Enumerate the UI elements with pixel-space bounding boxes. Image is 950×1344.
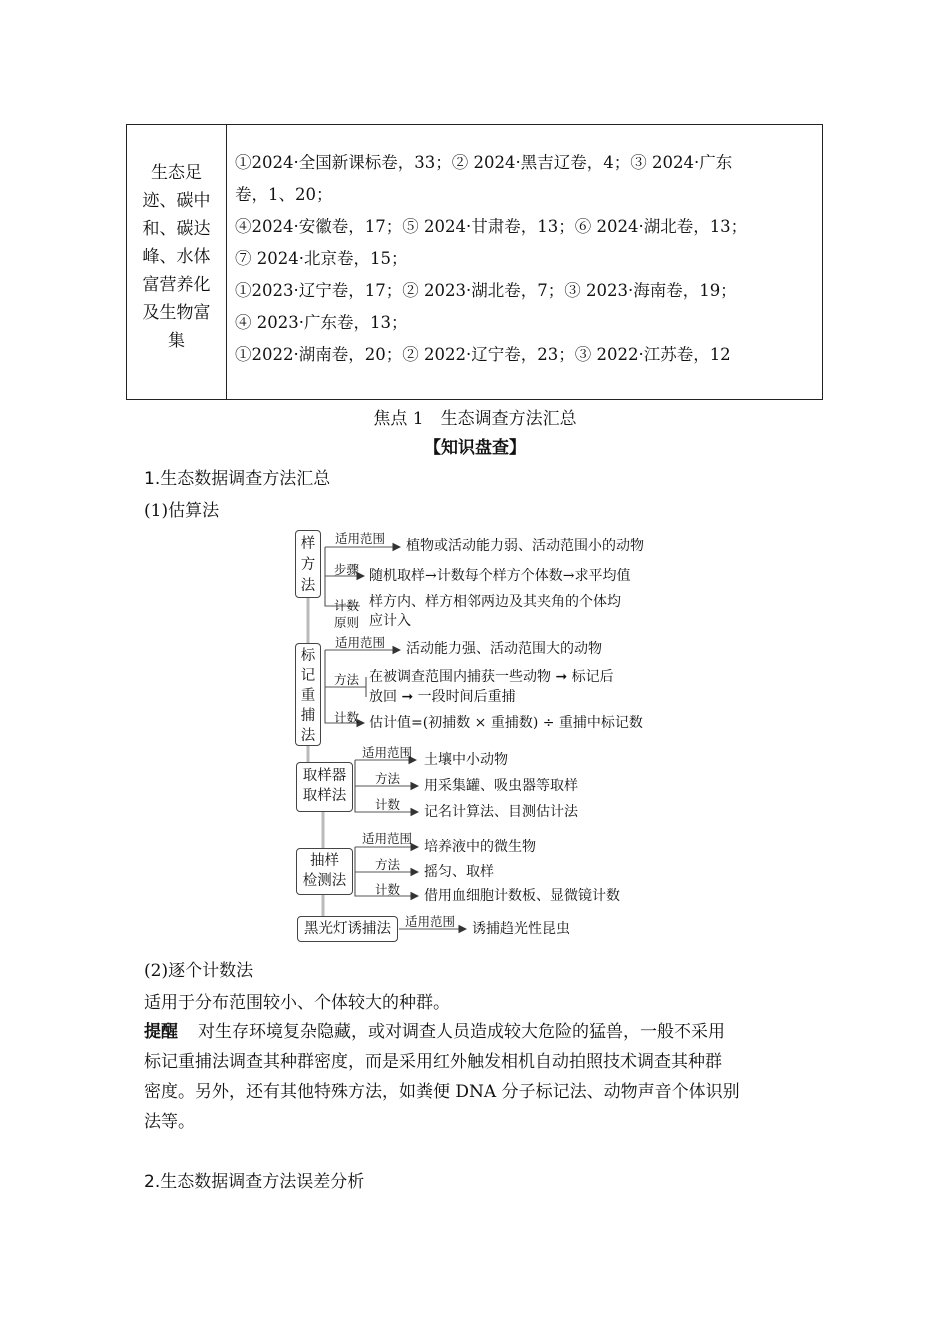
quadrat-scope: 植物或活动能力弱、活动范围小的动物 [406,538,644,554]
topic-line: 集 [168,331,185,351]
box-char: 方 [300,557,316,573]
mark-method-label: 方法 [334,672,360,687]
subheading-estimation: (1)估算法 [144,501,220,521]
light-scope-label: 适用范围 [405,914,456,929]
quadrat-count-rule: 样方内、样方相邻两边及其夹角的个体均 [369,594,621,610]
box-line: 抽样 [310,853,339,869]
box-char: 标 [300,648,316,664]
sampler-method: 用采集罐、吸虫器等取样 [424,778,578,794]
heading-methods: 1.生态数据调查方法汇总 [144,469,331,489]
box-line: 取样器 [302,768,347,784]
sampling-scope: 培养液中的微生物 [424,839,536,855]
mark-scope-label: 适用范围 [335,635,386,650]
mark-recapture-box [295,643,321,746]
box-char: 记 [300,668,316,684]
ref-line: ④2024·安徽卷，17；⑤ 2024·甘肃卷，13；⑥ 2024·湖北卷，13； [235,217,748,236]
heading-error-analysis: 2.生态数据调查方法误差分析 [144,1172,365,1192]
sampling-count-label: 计数 [375,882,401,897]
quadrat-count-rule: 应计入 [369,613,411,629]
quadrat-scope-label: 适用范围 [335,531,386,546]
sampling-scope-label: 适用范围 [362,831,413,846]
mark-scope: 活动能力强、活动范围大的动物 [406,641,602,657]
ref-line: ⑦ 2024·北京卷，15； [235,249,408,268]
topic-line: 和、碳达 [142,219,211,239]
box-char: 样 [300,536,316,552]
focus-title: 焦点 1 生态调查方法汇总 [373,409,577,429]
quadrat-steps: 随机取样→计数每个样方个体数→求平均值 [369,568,631,584]
black-light-box: 黑光灯诱捕法 [297,916,398,942]
box-line: 检测法 [302,873,347,889]
count-text: 适用于分布范围较小、个体较大的种群。 [144,993,450,1013]
sampler-count: 记名计算法、目测估计法 [424,804,578,820]
ref-line: 卷，1、20； [235,185,333,204]
topic-line: 富营养化 [142,275,211,295]
mark-count-label: 计数 [334,710,360,725]
quadrat-count-label: 计数 [334,598,360,613]
section-heading: 【知识盘查】 [424,438,526,458]
topic-line: 峰、水体 [142,247,211,267]
box-char: 重 [300,688,316,704]
box-line: 取样法 [302,788,347,804]
tip-line [144,1017,725,1042]
box-char: 法 [300,578,316,594]
sampling-method-label: 方法 [375,857,401,872]
topic-line: 迹、碳中 [142,191,211,211]
sampler-method-box [296,762,353,812]
sampling-method-box [296,848,353,895]
topic-line: 及生物富 [142,303,211,323]
sampler-scope-label: 适用范围 [362,745,413,760]
quadrat-count-label: 原则 [334,615,360,630]
light-scope: 诱捕趋光性昆虫 [472,921,570,937]
tip-line: 法等。 [144,1112,195,1132]
sampler-count-label: 计数 [375,797,401,812]
ref-line: ①2022·湖南卷，20；② 2022·辽宁卷，23；③ 2022·江苏卷，12 [235,345,731,364]
ref-line: ④ 2023·广东卷，13； [235,313,408,332]
subheading-count: (2)逐个计数法 [144,961,254,981]
quadrat-steps-label: 步骤 [334,562,360,577]
sampling-method: 摇匀、取样 [424,864,494,880]
sampler-method-label: 方法 [375,771,401,786]
sampling-count: 借用血细胞计数板、显微镜计数 [424,888,620,904]
ref-line: ①2024·全国新课标卷，33；② 2024·黑吉辽卷，4；③ 2024·广东 [235,153,733,172]
mark-count: 估计值=(初捕数 × 重捕数) ÷ 重捕中标记数 [369,715,643,731]
tip-line: 标记重捕法调查其种群密度，而是采用红外触发相机自动拍照技术调查其种群 [144,1052,722,1072]
box-char: 捕 [300,708,316,724]
tip-line: 密度。另外，还有其他特殊方法，如粪便 DNA 分子标记法、动物声音个体识别 [144,1082,740,1102]
mark-method: 在被调查范围内捕获一些动物 ➞ 标记后 [369,669,614,685]
quadrat-method-box [295,530,321,598]
sampler-scope: 土壤中小动物 [424,752,508,768]
tip-text: 对生存环境复杂隐藏，或对调查人员造成较大危险的猛兽，一般不采用 [198,1022,725,1042]
ref-line: ①2023·辽宁卷，17；② 2023·湖北卷，7；③ 2023·海南卷，19； [235,281,737,300]
tip-label: 提醒 [144,1022,178,1042]
topic-line: 生态足 [151,163,202,183]
box-char: 法 [300,728,316,744]
mark-method: 放回 ➞ 一段时间后重捕 [369,689,516,705]
